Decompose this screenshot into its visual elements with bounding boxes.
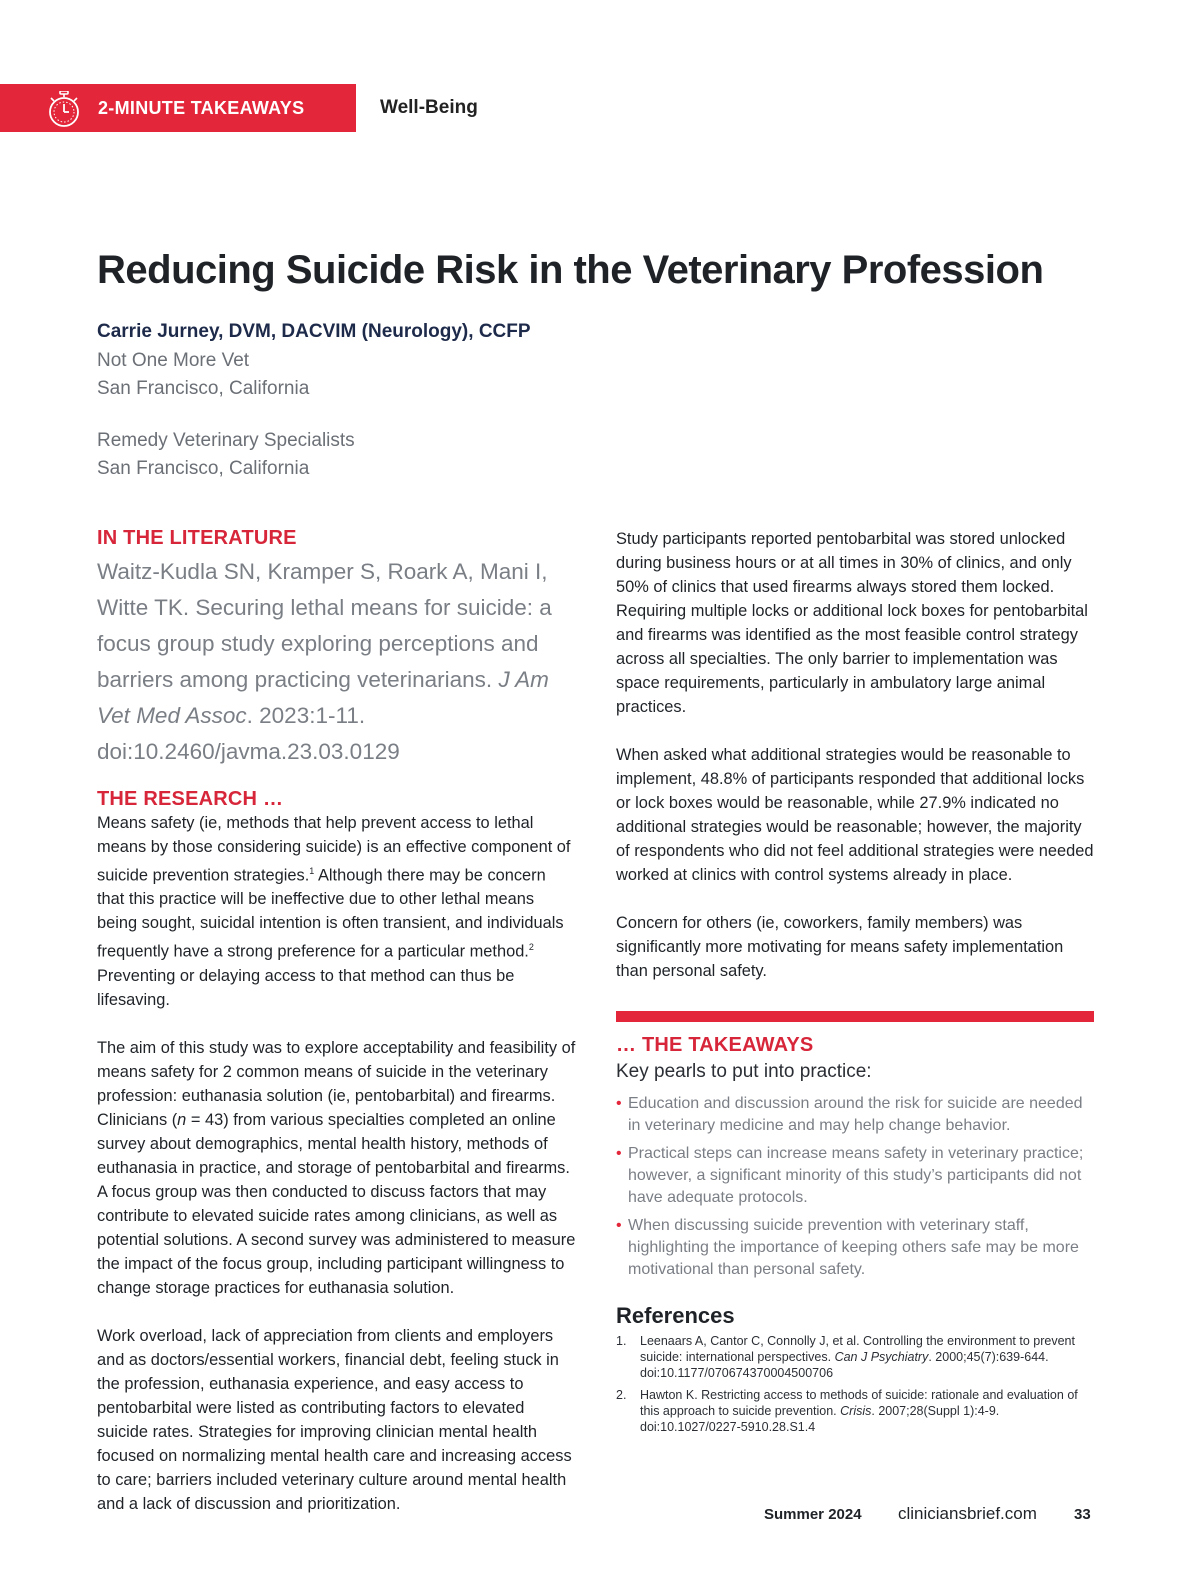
- citation-superscript: 2: [528, 942, 534, 953]
- references-list: [616, 1333, 1094, 1435]
- reference-item: [616, 1333, 1094, 1381]
- research-paragraph-5: When asked what additional strategies would be reasonable to implement, 48.8% of participants responded that additional locks or lock boxes would be reasonable, while 27.9% indicated no additional strategies would be reasonable; however, the majority of respondents who did not feel additional strategies were needed worked at clinics with control systems already in place.: [616, 746, 1094, 884]
- author-name: Carrie Jurney, DVM, DACVIM (Neurology), CCFP: [97, 321, 531, 342]
- reference-journal: Crisis: [840, 1404, 872, 1418]
- text-run: = 43) from various specialties completed an online survey about demographics, mental health history, methods of euthanasia in practice, and storage of pentobarbital and firearms. A focus group was then conducted to discuss factors that may contribute to elevated suicide rates among clinicians, as well as potential solutions. A second survey was administered to measure the impact of the focus group, including participant willingness to change storage practices for euthanasia solution.: [97, 1110, 576, 1297]
- literature-heading: IN THE LITERATURE: [97, 527, 297, 549]
- text-run: Although there may be concern that this practice will be ineffective due to other lethal means being sought, suicidal intention is often transient, and individuals frequently have a strong preference for a particular method.: [97, 866, 564, 961]
- research-paragraph-4: Study participants reported pentobarbital was stored unlocked during business hours or at all times in 30% of clinics, and only 50% of clinics that used firearms always stored them locked. Requiring multiple locks or additional lock boxes for pentobarbital and firearms was identified as the most feasible control strategy across all specialties. The only barrier to implementation was space requirements, particularly in ambulatory large animal practices.: [616, 530, 1088, 716]
- bullet-icon: •: [616, 1095, 622, 1112]
- affiliation-1: [97, 347, 309, 403]
- citation-tail: . 2023:1-11. doi:10.2460/javma.23.03.0129: [97, 703, 400, 764]
- takeaways-banner: [0, 84, 356, 132]
- bullet-icon: •: [616, 1217, 622, 1234]
- text-run: Preventing or delaying access to that method can thus be lifesaving.: [97, 966, 515, 1009]
- italic-n: n: [177, 1110, 187, 1129]
- page-title: Reducing Suicide Risk in the Veterinary Profession: [97, 248, 1044, 292]
- takeaway-item: [616, 1215, 1094, 1281]
- research-paragraph-3: Work overload, lack of appreciation from clients and employers and as doctors/essential workers, financial debt, feeling stuck in the profession, euthanasia experience, and easy access to pentobarbital were listed as contributing factors to elevated suicide rates. Strategies for improving clinician mental health focused on normalizing mental health care and increasing access to care; barriers included veterinary culture around mental health and a lack of discussion and prioritization.: [97, 1326, 572, 1513]
- affiliation-org: Not One More Vet: [97, 350, 250, 371]
- takeaway-text: When discussing suicide prevention with veterinary staff, highlighting the importance of keeping others safe may be more motivational than personal safety.: [628, 1217, 1079, 1278]
- right-column: [616, 527, 1094, 1441]
- left-column: [97, 527, 577, 1516]
- affiliation-place: San Francisco, California: [97, 458, 310, 479]
- takeaways-list: [616, 1093, 1094, 1281]
- references-heading: References: [616, 1303, 735, 1328]
- takeaway-text: Practical steps can increase means safety in veterinary practice; however, a significant minority of this study’s participants did not have adequate protocols.: [628, 1145, 1084, 1206]
- affiliation-org: Remedy Veterinary Specialists: [97, 430, 355, 451]
- divider-rule: [616, 1011, 1094, 1022]
- affiliation-2: [97, 427, 355, 483]
- footer-website: cliniciansbrief.com: [898, 1504, 1037, 1523]
- reference-number: 1.: [616, 1334, 627, 1348]
- takeaway-item: [616, 1093, 1094, 1137]
- reference-journal: Can J Psychiatry: [834, 1350, 929, 1364]
- banner-label: 2-MINUTE TAKEAWAYS: [98, 98, 305, 118]
- takeaways-heading: … THE TAKEAWAYS: [616, 1034, 814, 1056]
- citation-main: Waitz-Kudla SN, Kramper S, Roark A, Mani I, Witte TK. Securing lethal means for suicide: a focus group study exploring perceptions and barriers among practicing veterinarians.: [97, 559, 552, 692]
- stopwatch-icon: [47, 91, 81, 127]
- research-paragraph-6: Concern for others (ie, coworkers, family members) was significantly more motivating for means safety implementation than personal safety.: [616, 914, 1064, 980]
- research-paragraph-2: [97, 1036, 577, 1300]
- reference-number: 2.: [616, 1388, 627, 1402]
- bullet-icon: •: [616, 1145, 622, 1162]
- takeaway-text: Education and discussion around the risk for suicide are needed in veterinary medicine and may help change behavior.: [628, 1095, 1083, 1134]
- text-run: . 2000;45(7):639-644. doi:10.1177/070674370004500706: [640, 1350, 1049, 1380]
- footer-issue: Summer 2024: [764, 1506, 862, 1523]
- research-heading: THE RESEARCH …: [97, 788, 284, 810]
- text-run: Means safety (ie, methods that help prevent access to lethal means by those considering suicide) is an effective component of suicide prevention strategies.: [97, 814, 571, 885]
- affiliation-place: San Francisco, California: [97, 378, 310, 399]
- literature-citation: [97, 554, 577, 770]
- text-run: Leenaars A, Cantor C, Connolly J, et al. Controlling the environment to prevent suicide: international perspectives.: [640, 1334, 1075, 1364]
- page-number: 33: [1074, 1506, 1091, 1523]
- section-tag: Well-Being: [380, 97, 478, 118]
- text-run: Hawton K. Restricting access to methods of suicide: rationale and evaluation of this approach to suicide prevention.: [640, 1388, 1078, 1418]
- citation-journal: J Am Vet Med Assoc: [97, 667, 549, 728]
- takeaways-subheading: Key pearls to put into practice:: [616, 1061, 872, 1082]
- text-run: The aim of this study was to explore acceptability and feasibility of means safety for 2 common means of suicide in the veterinary profession: euthanasia solution (ie, pentobarbital) and firearms. Clinicians (: [97, 1038, 576, 1129]
- takeaway-item: [616, 1143, 1094, 1209]
- text-run: . 2007;28(Suppl 1):4-9. doi:10.1027/0227-5910.28.S1.4: [640, 1404, 1000, 1434]
- citation-superscript: 1: [309, 866, 315, 876]
- reference-item: [616, 1387, 1094, 1435]
- research-paragraph-1: [97, 811, 577, 1012]
